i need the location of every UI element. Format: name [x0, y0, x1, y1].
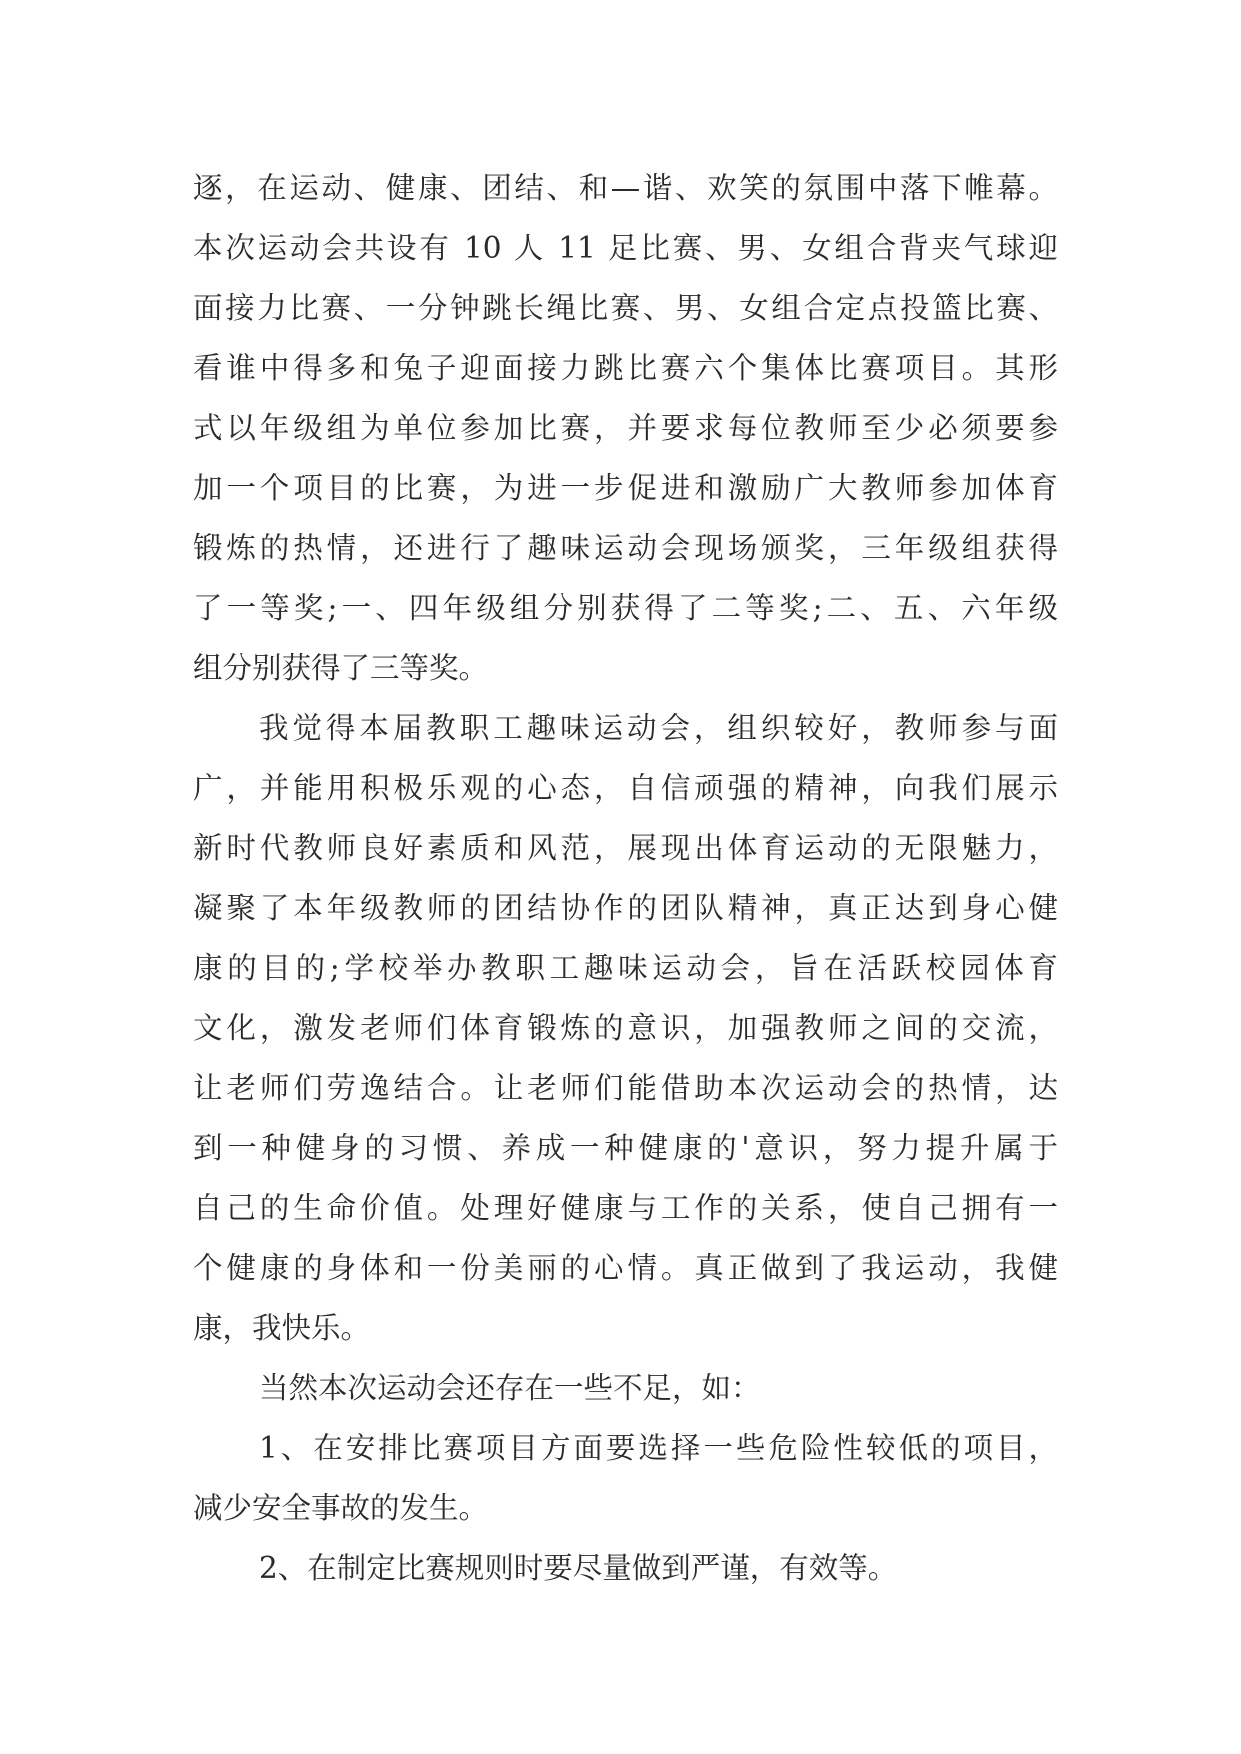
- text-line: 式以年级组为单位参加比赛，并要求每位教师至少必须要参: [193, 411, 1058, 445]
- text-line: 加一个项目的比赛，为进一步促进和激励广大教师参加体育: [193, 471, 1058, 505]
- text-line: 到一种健身的习惯、养成一种健康的'意识，努力提升属于: [193, 1131, 1058, 1165]
- text-line: 组分别获得了三等奖。: [193, 651, 489, 685]
- text-line: 让老师们劳逸结合。让老师们能借助本次运动会的热情，达: [193, 1071, 1058, 1105]
- text-line: 减少安全事故的发生。: [193, 1491, 489, 1525]
- document-body: [193, 158, 1058, 1598]
- text-line: 面接力比赛、一分钟跳长绳比赛、男、女组合定点投篮比赛、: [193, 291, 1058, 325]
- text-line: 本次运动会共设有 10 人 11 足比赛、男、女组合背夹气球迎: [193, 231, 1058, 265]
- paragraph-start-line: 我觉得本届教职工趣味运动会，组织较好，教师参与面: [259, 711, 1058, 745]
- list-item-line: 1、在安排比赛项目方面要选择一些危险性较低的项目，: [259, 1431, 1058, 1465]
- list-item-line: 2、在制定比赛规则时要尽量做到严谨，有效等。: [259, 1551, 898, 1585]
- paragraph-start-line: 当然本次运动会还存在一些不足，如：: [259, 1371, 761, 1405]
- text-line: 广，并能用积极乐观的心态，自信顽强的精神，向我们展示: [193, 771, 1058, 805]
- text-line: 康，我快乐。: [193, 1311, 371, 1345]
- text-line: 康的目的;学校举办教职工趣味运动会，旨在活跃校园体育: [193, 951, 1058, 985]
- text-line: 看谁中得多和兔子迎面接力跳比赛六个集体比赛项目。其形: [193, 351, 1058, 385]
- text-line: 了一等奖;一、四年级组分别获得了二等奖;二、五、六年级: [193, 591, 1058, 625]
- text-line: 逐，在运动、健康、团结、和—谐、欢笑的氛围中落下帷幕。: [193, 171, 1058, 205]
- text-line: 锻炼的热情，还进行了趣味运动会现场颁奖，三年级组获得: [193, 531, 1058, 565]
- text-line: 个健康的身体和一份美丽的心情。真正做到了我运动，我健: [193, 1251, 1058, 1285]
- text-line: 自己的生命价值。处理好健康与工作的关系，使自己拥有一: [193, 1191, 1058, 1225]
- text-line: 新时代教师良好素质和风范，展现出体育运动的无限魅力，: [193, 831, 1058, 865]
- text-line: 凝聚了本年级教师的团结协作的团队精神，真正达到身心健: [193, 891, 1058, 925]
- text-line: 文化，激发老师们体育锻炼的意识，加强教师之间的交流，: [193, 1011, 1058, 1045]
